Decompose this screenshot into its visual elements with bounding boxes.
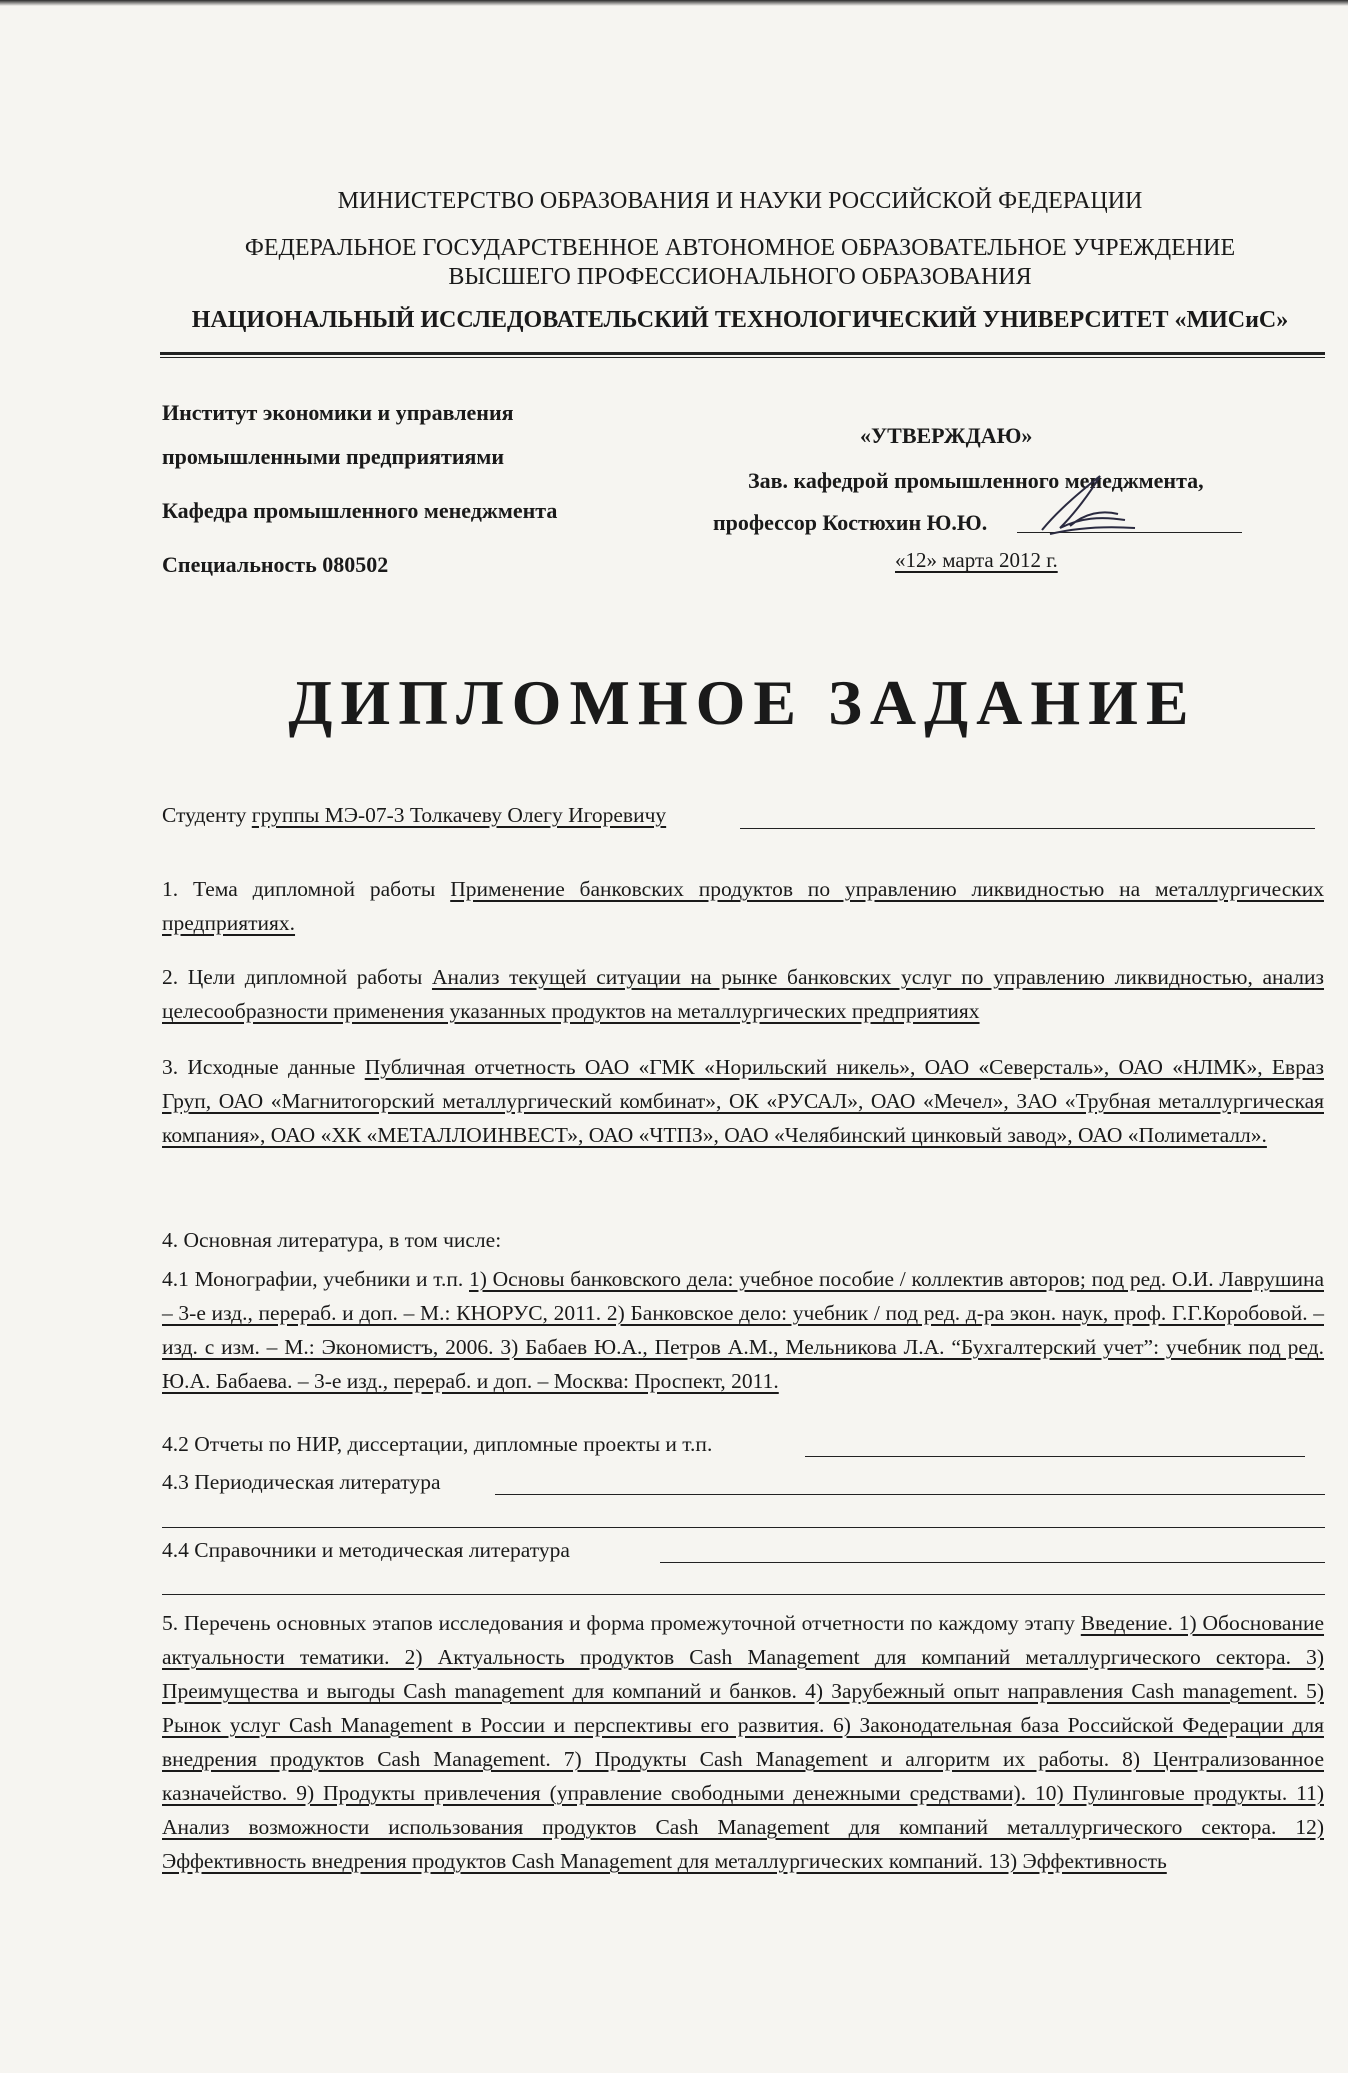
student-value: группы МЭ-07-3 Толкачеву Олегу Игоревичу bbox=[251, 803, 667, 827]
signature-icon bbox=[1030, 468, 1140, 543]
lit-41-label: 4.1 Монографии, учебники и т.п. bbox=[162, 1267, 464, 1291]
lit-44-label: 4.4 Справочники и методическая литература bbox=[162, 1538, 570, 1562]
institution-line-1: ФЕДЕРАЛЬНОЕ ГОСУДАРСТВЕННОЕ АВТОНОМНОЕ ОБРАЗОВАТЕЛЬНОЕ УЧРЕЖДЕНИЕ bbox=[244, 235, 1236, 261]
item-topic bbox=[162, 872, 1324, 940]
specialty: Специальность 080502 bbox=[162, 552, 389, 577]
student-label: Студенту bbox=[162, 803, 247, 827]
topic-label: 1. Тема дипломной работы bbox=[162, 877, 436, 901]
stages-label: 5. Перечень основных этапов исследования и форма промежуточной отчетности по каждому этапу bbox=[162, 1611, 1075, 1635]
lit-label: 4. Основная литература, в том числе: bbox=[162, 1228, 502, 1252]
lit-44-fill-line bbox=[660, 1562, 1325, 1563]
item-stages bbox=[162, 1606, 1324, 1878]
scan-edge bbox=[0, 0, 1348, 6]
institution-line-2: ВЫСШЕГО ПРОФЕССИОНАЛЬНОГО ОБРАЗОВАНИЯ bbox=[448, 264, 1032, 290]
student-fill-line bbox=[740, 828, 1315, 829]
approval-title: «УТВЕРЖДАЮ» bbox=[860, 423, 1033, 448]
lit-43-fill-line-2 bbox=[162, 1527, 1325, 1528]
header-rule-thin bbox=[160, 357, 1325, 358]
stages-value: Введение. 1) Обоснование актуальности тематики. 2) Актуальность продуктов Cash Management для компаний металлургического сектора. 3) Преимущества и выгоды Cash management для компаний и банков. 4) Зарубежный опыт направления Cash management. 5) Рынок услуг Cash Management в России и перспективы его развития. 6) Законодательная база Российской Федерации для внедрения продуктов Cash Management. 7) Продукты Cash Management и алгоритм их работы. 8) Централизованное казначейство. 9) Продукты привлечения (управление свободными денежными средствами). 10) Пулинговые продукты. 11) Анализ возможности использования продуктов Cash Management для компаний металлургического сектора. 12) Эффективность внедрения продуктов Cash Management для металлургических компаний. 13) Эффективность bbox=[162, 1611, 1325, 1873]
institute-line-2: промышленными предприятиями bbox=[162, 444, 505, 469]
goals-label: 2. Цели дипломной работы bbox=[162, 965, 423, 989]
header-rule-thick bbox=[160, 352, 1325, 355]
topic-value: Применение банковских продуктов по управлению ликвидностью на металлургических предприятиях. bbox=[162, 877, 1324, 935]
lit-42-label: 4.2 Отчеты по НИР, диссертации, дипломные проекты и т.п. bbox=[162, 1432, 713, 1456]
source-value: Публичная отчетность ОАО «ГМК «Норильский никель», ОАО «Северсталь», ОАО «НЛМК», Евраз Груп, ОАО «Магнитогорский металлургический комбинат», ОК «РУСАЛ», ОАО «Мечел», ЗАО «Трубная металлургическая компания», ОАО «ХК «МЕТАЛЛОИНВЕСТ», ОАО «ЧТПЗ», ОАО «Челябинский цинковый завод», ОАО «Полиметалл». bbox=[162, 1055, 1324, 1147]
item-lit-41 bbox=[162, 1262, 1324, 1398]
item-goals bbox=[162, 960, 1324, 1028]
institute-line-1: Институт экономики и управления bbox=[162, 400, 514, 425]
source-label: 3. Исходные данные bbox=[162, 1055, 356, 1079]
goals-value: Анализ текущей ситуации на рынке банковских услуг по управлению ликвидностью, анализ целесообразности применения указанных продуктов на металлургических предприятиях bbox=[162, 965, 1325, 1023]
ministry-line: МИНИСТЕРСТВО ОБРАЗОВАНИЯ И НАУКИ РОССИЙСКОЙ ФЕДЕРАЦИИ bbox=[337, 188, 1143, 214]
approval-person: профессор Костюхин Ю.Ю. bbox=[713, 510, 988, 535]
lit-44-fill-line-2 bbox=[162, 1594, 1325, 1595]
lit-43-fill-line bbox=[495, 1494, 1325, 1495]
page-title: ДИПЛОМНОЕ ЗАДАНИЕ bbox=[288, 667, 1197, 738]
lit-42-fill-line bbox=[805, 1456, 1305, 1457]
lit-41-value: 1) Основы банковского дела: учебное пособие / коллектив авторов; под ред. О.И. Лаврушина – 3-е изд., перераб. и доп. – М.: КНОРУС, 2011. 2) Банковское дело: учебник / под ред. д-ра экон. наук, проф. Г.Г.Коробовой. – изд. с изм. – М.: Экономистъ, 2006. 3) Бабаев Ю.А., Петров А.М., Мельникова Л.А. “Бухгалтерский учет”: учебник под ред. Ю.А. Бабаева. – 3-е изд., перераб. и доп. – Москва: Проспект, 2011. bbox=[162, 1267, 1324, 1393]
university-name: НАЦИОНАЛЬНЫЙ ИССЛЕДОВАТЕЛЬСКИЙ ТЕХНОЛОГИЧЕСКИЙ УНИВЕРСИТЕТ «МИСиС» bbox=[191, 307, 1289, 333]
item-source bbox=[162, 1050, 1324, 1152]
department: Кафедра промышленного менеджмента bbox=[162, 498, 558, 523]
approval-date: «12» марта 2012 г. bbox=[895, 548, 1058, 572]
approval-position: Зав. кафедрой промышленного менеджмента, bbox=[748, 468, 1204, 493]
lit-43-label: 4.3 Периодическая литература bbox=[162, 1470, 441, 1494]
student-row bbox=[162, 803, 666, 828]
